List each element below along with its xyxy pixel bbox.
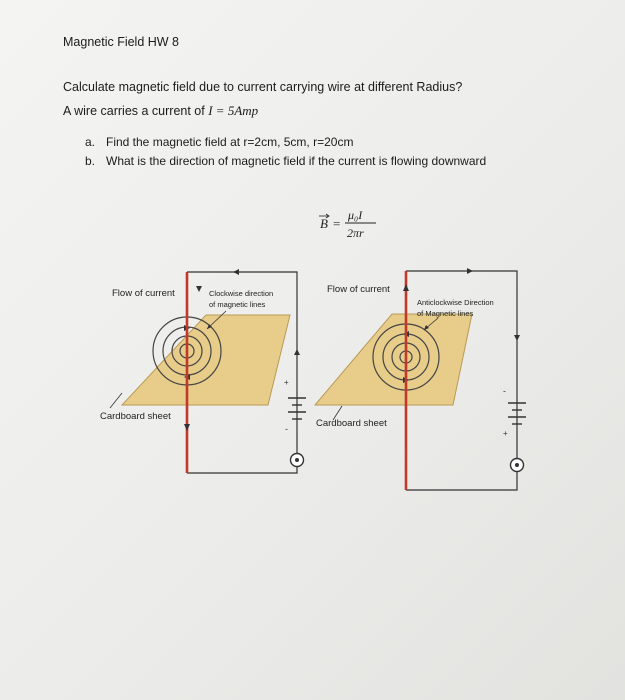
direction-label-line: of Magnetic lines (417, 309, 474, 318)
clockwise-direction-label (209, 288, 273, 310)
circuit-direction-arrow (294, 349, 300, 355)
cardboard-sheet-label: Cardboard sheet (100, 411, 171, 422)
page-title: Magnetic Field HW 8 (63, 35, 180, 49)
cardboard-sheet (315, 314, 472, 405)
circuit-direction-arrow (514, 335, 520, 341)
flow-of-current-label: Flow of current (327, 284, 390, 295)
switch-key-dot (515, 463, 519, 467)
direction-label-line: Anticlockwise Direction (417, 298, 494, 307)
label-pointer (110, 393, 122, 408)
flow-of-current-label: Flow of current (112, 288, 175, 299)
left-diagram (110, 269, 306, 473)
question-text: Calculate magnetic field due to current carrying wire at different Radius? (63, 80, 463, 94)
direction-label-line: Clockwise direction (209, 289, 274, 298)
formula-denominator: 2πr (347, 226, 364, 240)
given-value: = 5Amp (212, 103, 259, 118)
anticlockwise-direction-label (417, 297, 494, 319)
circuit-direction-arrow (233, 269, 239, 275)
formula-equals: = (333, 216, 341, 231)
battery-minus-sign: - (285, 424, 288, 434)
sub-question-text: What is the direction of magnetic field if the current is flowing downward (106, 154, 487, 168)
cardboard-sheet (122, 315, 290, 405)
formula-lhs: B (320, 216, 328, 231)
given-variable: I (208, 103, 213, 118)
battery-minus-sign: - (503, 386, 506, 396)
flow-arrow (196, 286, 202, 292)
switch-key-dot (295, 458, 299, 462)
given-prefix: A wire carries a current of (63, 104, 209, 118)
battery-plus-sign: + (284, 378, 289, 387)
direction-label-line: of magnetic lines (209, 300, 266, 309)
formula-numerator: μ₀I (348, 208, 363, 222)
cardboard-sheet-label: Cardboard sheet (316, 418, 387, 429)
sub-question-text: Find the magnetic field at r=2cm, 5cm, r=20cm (106, 135, 354, 149)
sub-question-label: a. (85, 135, 96, 149)
circuit-direction-arrow (467, 268, 473, 274)
current-direction-arrow (184, 424, 190, 431)
current-direction-arrow (403, 284, 409, 291)
battery-plus-sign: + (503, 429, 508, 438)
sub-question-label: b. (85, 154, 96, 168)
